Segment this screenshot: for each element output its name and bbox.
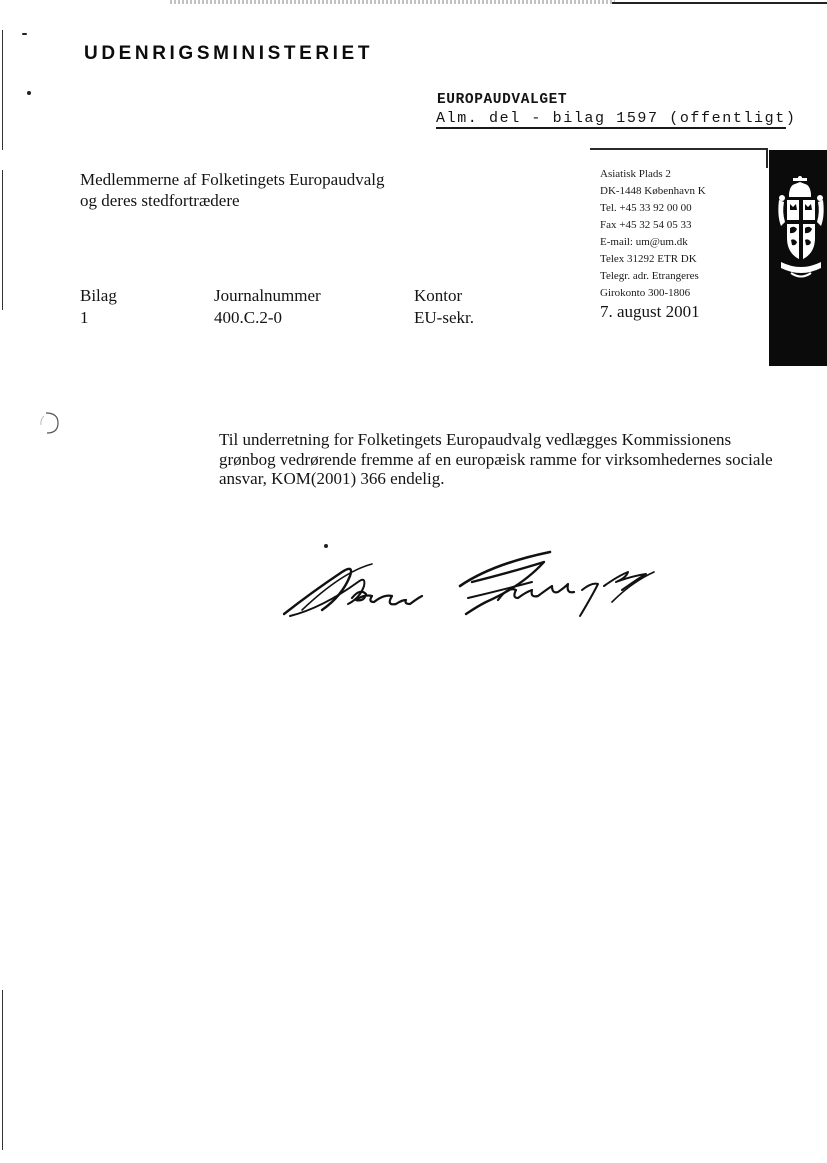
handwritten-signature-icon [282, 542, 672, 632]
scan-speck [22, 33, 27, 35]
address-divider [590, 148, 768, 150]
scan-noise-top [170, 0, 615, 4]
header-journalnummer: Journalnummer [214, 286, 321, 305]
ministry-name-text: UDENRIGSMINISTERIET [84, 43, 374, 64]
value-journalnummer: 400.C.2-0 [214, 308, 282, 327]
recipient-line: og deres stedfortrædere [80, 191, 240, 210]
punch-hole-mark [38, 411, 60, 435]
stamp-underline [436, 127, 786, 129]
address-line: Telegr. adr. Etrangeres [600, 270, 699, 282]
scan-speck [27, 91, 31, 95]
royal-coat-of-arms-icon [777, 176, 825, 284]
address-divider [766, 148, 768, 168]
address-line: E-mail: um@um.dk [600, 236, 688, 248]
scan-edge-line [2, 990, 3, 1150]
letter-body: Til underretning for Folketingets Europaudvalg vedlægges Kommissionens grønbog vedrørende fremme af en europæisk ramme for virksomhedernes sociale ansvar, KOM(2001) 366 endelig. [219, 430, 773, 488]
committee-stamp: EUROPAUDVALGET [437, 92, 568, 108]
scan-rule-top [612, 2, 827, 4]
address-line: Telex 31292 ETR DK [600, 253, 697, 265]
letter-date: 7. august 2001 [600, 302, 700, 321]
address-line: Asiatisk Plads 2 [600, 168, 671, 180]
address-line: Girokonto 300-1806 [600, 287, 691, 299]
header-bilag: Bilag [80, 286, 117, 305]
document-reference-stamp: Alm. del - bilag 1597 (offentligt) [436, 110, 797, 127]
value-bilag: 1 [80, 308, 89, 327]
address-line: Tel. +45 33 92 00 00 [600, 202, 692, 214]
sender-address [600, 166, 706, 302]
ministry-name [84, 43, 373, 65]
address-line: DK-1448 København K [600, 185, 706, 197]
recipient-line: Medlemmerne af Folketingets Europaudvalg [80, 170, 385, 189]
recipient-block [80, 169, 385, 211]
value-kontor: EU-sekr. [414, 308, 474, 327]
scan-edge-line [2, 30, 3, 150]
scan-edge-line [2, 170, 3, 310]
address-line: Fax +45 32 54 05 33 [600, 219, 692, 231]
header-kontor: Kontor [414, 286, 463, 305]
